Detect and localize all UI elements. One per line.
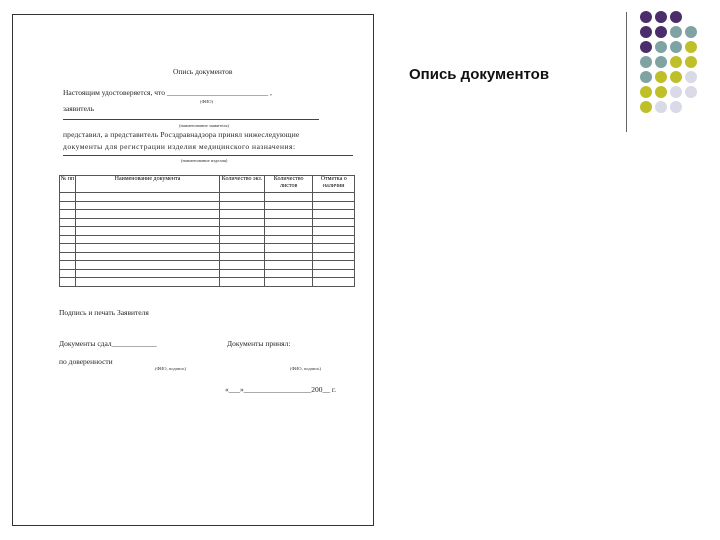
date-line: «___»__________________200__ г. — [225, 385, 336, 394]
decorative-dot — [670, 71, 682, 83]
table-row — [60, 210, 355, 219]
decorative-dot — [640, 11, 652, 23]
applicant-label: заявитель — [63, 104, 95, 113]
table-cell — [313, 193, 355, 202]
col-document-name: Наименование документа — [75, 176, 219, 193]
table-cell — [264, 235, 313, 244]
table-cell — [313, 244, 355, 253]
table-cell — [313, 218, 355, 227]
table-row — [60, 261, 355, 270]
table-cell — [264, 278, 313, 287]
table-cell — [220, 227, 265, 236]
table-cell — [264, 227, 313, 236]
table-cell — [264, 218, 313, 227]
table-cell — [75, 244, 219, 253]
table-cell — [264, 269, 313, 278]
decorative-dot — [655, 101, 667, 113]
document-page — [12, 14, 374, 526]
table-cell — [60, 252, 76, 261]
device-line — [63, 155, 353, 156]
document-heading: Опись документов — [173, 67, 233, 76]
table-cell — [220, 235, 265, 244]
decorative-dot — [655, 56, 667, 68]
decorative-dot — [685, 26, 697, 38]
table-row — [60, 218, 355, 227]
accepted-label: Документы принял: — [227, 339, 291, 348]
decorative-dot — [640, 41, 652, 53]
decorative-dot — [640, 56, 652, 68]
col-number: № пп — [60, 176, 76, 193]
table-row — [60, 278, 355, 287]
col-presence-mark: Отметка о наличии — [313, 176, 355, 193]
body-line-1: представил, а представитель Росздравнадзора принял нижеследующие — [63, 130, 300, 139]
table-cell — [75, 235, 219, 244]
table-cell — [220, 269, 265, 278]
decorative-dot — [655, 41, 667, 53]
table-cell — [313, 252, 355, 261]
table-cell — [220, 278, 265, 287]
table-cell — [75, 201, 219, 210]
table-cell — [313, 201, 355, 210]
table-cell — [313, 278, 355, 287]
col-copies: Количество экз. — [220, 176, 265, 193]
table-cell — [75, 218, 219, 227]
table-cell — [220, 218, 265, 227]
slide-title: Опись документов — [409, 66, 550, 83]
table-cell — [75, 269, 219, 278]
decorative-dot — [640, 26, 652, 38]
decorative-divider — [626, 12, 627, 132]
decorative-dot — [655, 11, 667, 23]
decorative-dot — [640, 71, 652, 83]
decorative-dot — [670, 11, 682, 23]
table-cell — [60, 227, 76, 236]
table-cell — [220, 261, 265, 270]
fio-label: (ФИО) — [200, 99, 214, 104]
table-cell — [220, 193, 265, 202]
table-cell — [264, 210, 313, 219]
table-row — [60, 235, 355, 244]
proxy-label: по доверенности — [59, 357, 113, 366]
decorative-dot — [670, 56, 682, 68]
table-row — [60, 227, 355, 236]
table-cell — [75, 261, 219, 270]
table-cell — [75, 227, 219, 236]
table-cell — [75, 252, 219, 261]
table-cell — [313, 261, 355, 270]
table-cell — [264, 244, 313, 253]
fio-caption-left: (ФИО, подпись) — [155, 366, 186, 371]
signature-label: Подпись и печать Заявителя — [59, 308, 149, 317]
table-cell — [313, 210, 355, 219]
decorative-dot — [670, 86, 682, 98]
table-row — [60, 201, 355, 210]
decorative-dot — [670, 101, 682, 113]
table-cell — [220, 252, 265, 261]
decorative-dot — [655, 86, 667, 98]
device-caption: (наименование изделия) — [181, 158, 228, 163]
table-cell — [220, 244, 265, 253]
org-caption: (наименование заявителя) — [179, 123, 229, 128]
table-cell — [60, 269, 76, 278]
col-sheets: Количество листов — [264, 176, 313, 193]
table-row — [60, 244, 355, 253]
table-cell — [60, 218, 76, 227]
table-cell — [60, 244, 76, 253]
decorative-dot — [685, 41, 697, 53]
table-cell — [75, 193, 219, 202]
table-cell — [220, 201, 265, 210]
decorative-dot — [640, 86, 652, 98]
table-cell — [264, 193, 313, 202]
decorative-dot — [685, 56, 697, 68]
decorative-dot — [640, 101, 652, 113]
table-cell — [60, 193, 76, 202]
body-line-2: документы для регистрации изделия медицинского назначения: — [63, 142, 296, 151]
table-cell — [60, 201, 76, 210]
documents-table — [59, 175, 355, 287]
table-cell — [313, 227, 355, 236]
fio-caption-right: (ФИО, подпись) — [290, 366, 321, 371]
table-cell — [60, 278, 76, 287]
table-row — [60, 252, 355, 261]
decorative-dot — [655, 71, 667, 83]
table-cell — [75, 278, 219, 287]
table-cell — [60, 235, 76, 244]
decorative-dot — [685, 71, 697, 83]
table-cell — [313, 235, 355, 244]
table-row — [60, 193, 355, 202]
table-cell — [220, 210, 265, 219]
table-cell — [75, 210, 219, 219]
table-cell — [264, 252, 313, 261]
handed-over-label: Документы сдал____________ — [59, 339, 157, 348]
table-cell — [264, 201, 313, 210]
certify-line: Настоящим удостоверяется, что ___________________________ , — [63, 88, 272, 97]
decorative-dot — [670, 26, 682, 38]
decorative-dot — [685, 86, 697, 98]
decorative-dot — [670, 41, 682, 53]
table-row — [60, 269, 355, 278]
table-cell — [313, 269, 355, 278]
decorative-dot — [655, 26, 667, 38]
table-cell — [60, 261, 76, 270]
applicant-line — [63, 119, 319, 120]
table-cell — [264, 261, 313, 270]
table-cell — [60, 210, 76, 219]
